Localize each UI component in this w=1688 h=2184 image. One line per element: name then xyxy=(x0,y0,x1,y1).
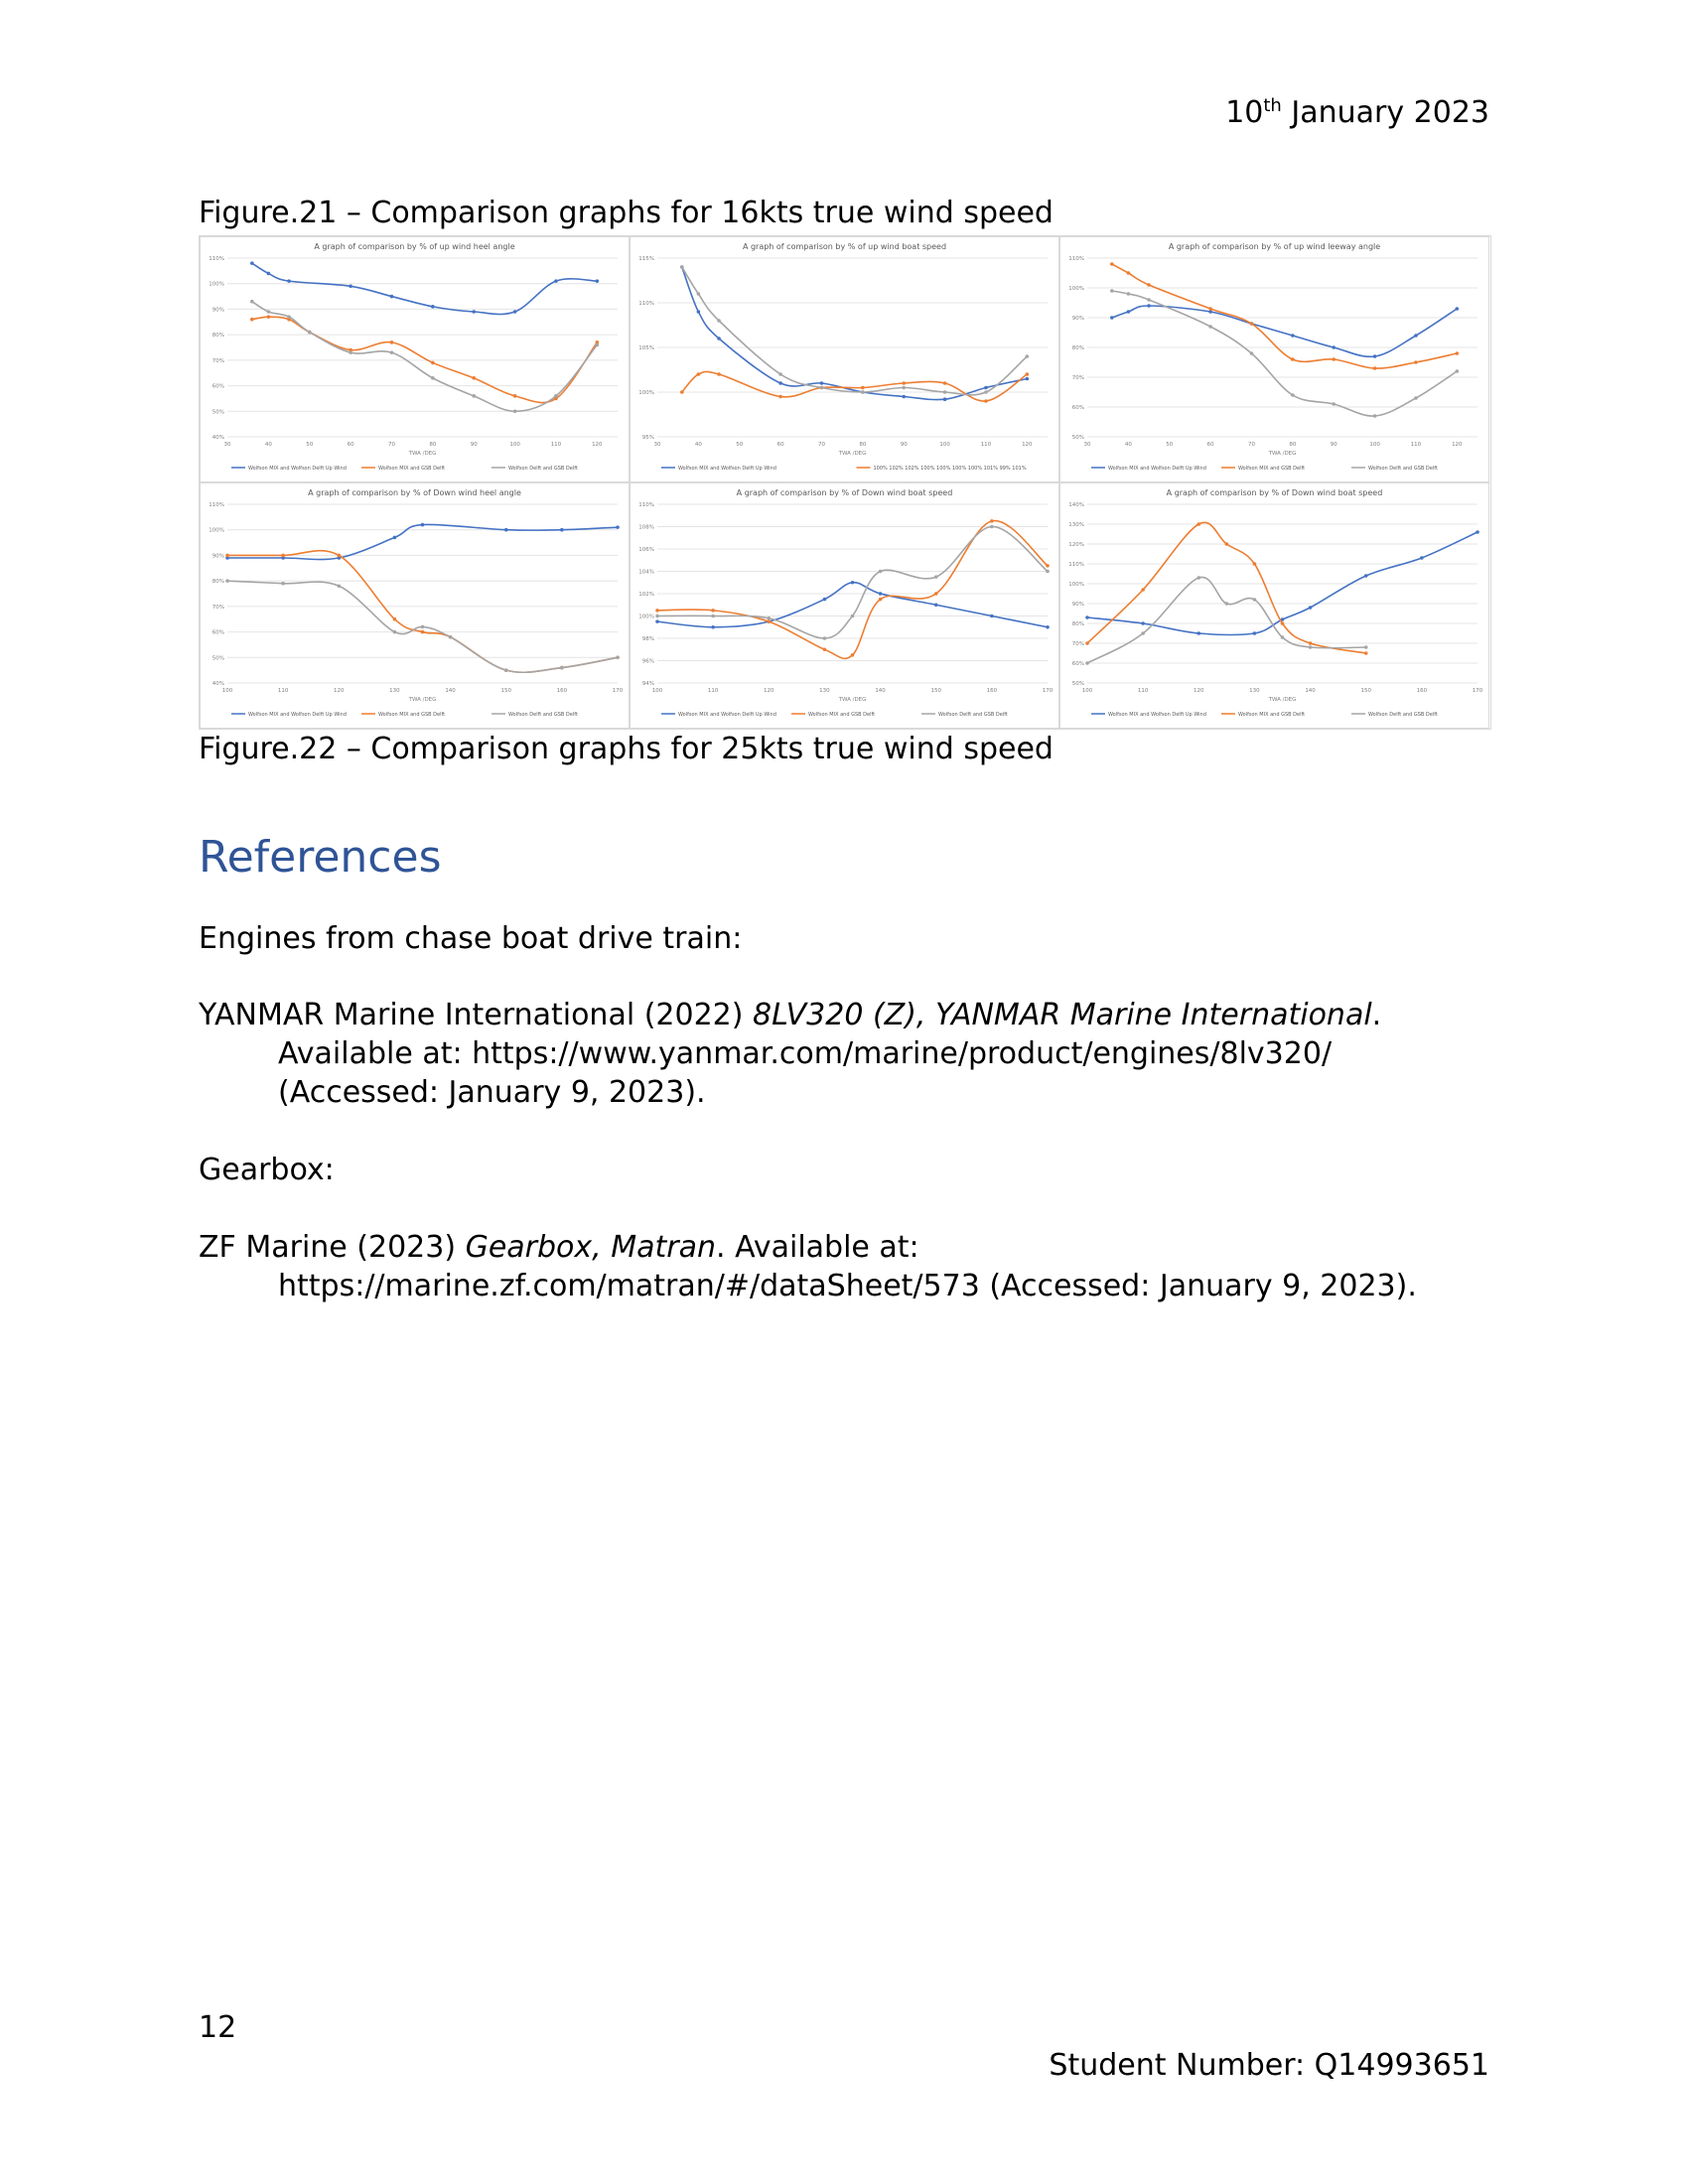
legend-entry: Wolfson MIX and GSB Delft xyxy=(1238,712,1306,718)
data-point xyxy=(879,598,883,602)
data-point xyxy=(1291,334,1295,338)
data-point xyxy=(560,528,564,532)
x-axis-label: TWA /DEG xyxy=(1268,697,1297,703)
data-point xyxy=(934,603,938,607)
data-point xyxy=(281,554,285,558)
y-tick-label: 100% xyxy=(209,527,224,534)
legend-entry: Wolfson MIX and Wolfson Delft Up Wind xyxy=(678,466,776,472)
legend-entry: Wolfson MIX and Wolfson Delft Up Wind xyxy=(248,466,347,472)
data-point xyxy=(1309,645,1313,649)
y-tick-label: 106% xyxy=(638,547,654,553)
x-axis-label: TWA /DEG xyxy=(838,697,867,703)
data-point xyxy=(554,279,558,283)
y-tick-label: 115% xyxy=(638,256,654,262)
figure-22-caption: Figure.22 – Comparison graphs for 25kts true wind speed xyxy=(199,732,1054,766)
data-point xyxy=(250,300,254,304)
data-point xyxy=(711,609,715,613)
data-point xyxy=(1456,307,1460,311)
x-tick-label: 60 xyxy=(347,442,354,448)
legend-entry: Wolfson MIX and GSB Delft xyxy=(808,712,876,718)
data-point xyxy=(308,331,312,335)
x-tick-label: 30 xyxy=(223,442,231,448)
data-point xyxy=(851,614,855,618)
y-tick-label: 60% xyxy=(1071,405,1084,411)
x-tick-label: 100 xyxy=(509,442,520,448)
data-point xyxy=(1309,606,1313,610)
y-tick-label: 94% xyxy=(641,681,654,687)
student-number: Student Number: Q14993651 xyxy=(1049,2048,1489,2083)
x-tick-label: 120 xyxy=(1452,442,1463,448)
x-tick-label: 110 xyxy=(277,688,289,694)
x-tick-label: 120 xyxy=(592,442,603,448)
data-point xyxy=(393,536,397,540)
data-point xyxy=(337,584,341,588)
data-point xyxy=(820,386,824,390)
data-point xyxy=(1364,645,1368,649)
data-point xyxy=(554,394,558,398)
data-point xyxy=(1127,271,1131,275)
data-point xyxy=(1332,345,1336,349)
y-tick-label: 70% xyxy=(1071,375,1084,381)
y-tick-label: 100% xyxy=(638,390,654,396)
y-tick-label: 90% xyxy=(1071,602,1084,608)
x-tick-label: 40 xyxy=(264,442,272,448)
engines-label: Engines from chase boat drive train: xyxy=(199,921,743,956)
data-point xyxy=(337,554,341,558)
y-tick-label: 100% xyxy=(209,281,224,288)
data-point xyxy=(1147,283,1151,287)
data-point xyxy=(596,279,600,283)
data-point xyxy=(767,619,771,623)
data-point xyxy=(943,390,947,394)
y-tick-label: 110% xyxy=(209,502,224,508)
chart-panel-5 xyxy=(631,483,1059,729)
data-point xyxy=(349,350,352,354)
page-number: 12 xyxy=(199,2010,237,2045)
x-tick-label: 80 xyxy=(1289,442,1297,448)
data-point xyxy=(472,310,476,314)
data-point xyxy=(1046,570,1050,574)
legend-entry: Wolfson MIX and Wolfson Delft Up Wind xyxy=(1108,466,1206,472)
data-point xyxy=(504,528,508,532)
data-point xyxy=(616,525,620,529)
data-point xyxy=(431,305,435,309)
data-point xyxy=(1476,530,1479,534)
x-axis-label: TWA /DEG xyxy=(1268,451,1297,457)
x-tick-label: 100 xyxy=(651,688,663,694)
legend-entry: Wolfson Delft and GSB Delft xyxy=(508,466,578,472)
data-point xyxy=(879,570,883,574)
data-point xyxy=(267,310,271,314)
data-point xyxy=(1110,262,1114,266)
data-point xyxy=(513,409,517,413)
data-point xyxy=(655,614,659,618)
data-point xyxy=(934,575,938,579)
data-point xyxy=(1364,574,1368,578)
figure-21-caption: Figure.21 – Comparison graphs for 16kts true wind speed xyxy=(199,196,1054,230)
data-point xyxy=(990,519,994,523)
x-tick-label: 40 xyxy=(694,442,702,448)
x-tick-label: 100 xyxy=(221,688,233,694)
comparison-figure xyxy=(199,235,1491,730)
data-point xyxy=(1281,635,1285,639)
data-point xyxy=(1414,396,1418,400)
x-tick-label: 110 xyxy=(707,688,719,694)
x-tick-label: 110 xyxy=(1137,688,1149,694)
y-tick-label: 100% xyxy=(1068,582,1084,588)
x-tick-label: 80 xyxy=(859,442,867,448)
data-point xyxy=(1225,602,1229,606)
y-tick-label: 102% xyxy=(638,592,654,598)
data-point xyxy=(449,635,453,639)
gearbox-label: Gearbox: xyxy=(199,1153,335,1187)
y-tick-label: 110% xyxy=(1068,256,1084,262)
data-point xyxy=(1373,366,1377,370)
x-tick-label: 120 xyxy=(334,688,345,694)
chart-panel-6 xyxy=(1060,483,1489,729)
data-point xyxy=(1110,289,1114,293)
data-point xyxy=(1196,631,1200,635)
data-point xyxy=(778,395,782,399)
data-point xyxy=(680,265,684,269)
x-tick-label: 130 xyxy=(819,688,830,694)
data-point xyxy=(1196,522,1200,526)
x-axis-label: TWA /DEG xyxy=(838,451,867,457)
legend-entry: Wolfson Delft and GSB Delft xyxy=(508,712,578,718)
data-point xyxy=(990,614,994,618)
y-tick-label: 60% xyxy=(1071,661,1084,667)
y-tick-label: 50% xyxy=(211,409,224,416)
data-point xyxy=(393,617,397,621)
data-point xyxy=(861,390,865,394)
data-point xyxy=(1046,625,1050,629)
data-point xyxy=(287,315,291,319)
legend-entry: Wolfson MIX and Wolfson Delft Up Wind xyxy=(678,712,776,718)
x-tick-label: 70 xyxy=(817,442,825,448)
chart-panel-2 xyxy=(631,237,1059,482)
x-tick-label: 90 xyxy=(470,442,478,448)
data-point xyxy=(778,381,782,385)
y-tick-label: 60% xyxy=(211,629,224,636)
x-tick-label: 70 xyxy=(387,442,395,448)
x-tick-label: 50 xyxy=(736,442,744,448)
x-tick-label: 80 xyxy=(429,442,437,448)
legend-entry: Wolfson Delft and GSB Delft xyxy=(1368,712,1438,718)
data-point xyxy=(934,592,938,596)
data-point xyxy=(616,655,620,659)
y-tick-label: 50% xyxy=(211,655,224,662)
data-point xyxy=(250,261,254,265)
data-point xyxy=(267,272,271,276)
y-tick-label: 96% xyxy=(641,658,654,665)
y-tick-label: 90% xyxy=(1071,316,1084,322)
legend-entry: Wolfson MIX and GSB Delft xyxy=(1238,466,1306,472)
data-point xyxy=(225,554,229,558)
data-point xyxy=(560,666,564,670)
x-tick-label: 150 xyxy=(930,688,941,694)
y-tick-label: 105% xyxy=(638,345,654,351)
data-point xyxy=(1196,576,1200,580)
data-point xyxy=(984,390,988,394)
data-point xyxy=(711,625,715,629)
y-tick-label: 80% xyxy=(211,579,224,586)
x-tick-label: 160 xyxy=(1416,688,1428,694)
x-tick-label: 140 xyxy=(1305,688,1316,694)
data-point xyxy=(823,598,827,602)
y-tick-label: 104% xyxy=(638,569,654,576)
data-point xyxy=(1253,562,1257,566)
data-point xyxy=(421,630,425,634)
data-point xyxy=(1332,357,1336,361)
data-point xyxy=(1420,556,1424,560)
data-point xyxy=(717,319,721,323)
data-point xyxy=(1085,641,1089,645)
x-tick-label: 60 xyxy=(776,442,784,448)
data-point xyxy=(1026,377,1030,381)
x-axis-label: TWA /DEG xyxy=(408,697,437,703)
data-point xyxy=(1085,661,1089,665)
data-point xyxy=(390,350,394,354)
x-tick-label: 170 xyxy=(1042,688,1054,694)
data-point xyxy=(823,636,827,640)
data-point xyxy=(596,343,600,347)
data-point xyxy=(820,381,824,385)
data-point xyxy=(287,279,291,283)
data-point xyxy=(984,399,988,403)
y-tick-label: 108% xyxy=(638,524,654,531)
data-point xyxy=(1110,316,1114,320)
data-point xyxy=(861,386,865,390)
data-point xyxy=(472,394,476,398)
legend-entry: Wolfson Delft and GSB Delft xyxy=(1368,466,1438,472)
data-point xyxy=(421,523,425,527)
x-tick-label: 110 xyxy=(980,442,992,448)
y-tick-label: 120% xyxy=(1068,542,1084,548)
y-tick-label: 90% xyxy=(211,553,224,560)
y-tick-label: 98% xyxy=(641,636,654,642)
y-tick-label: 110% xyxy=(1068,562,1084,568)
x-tick-label: 100 xyxy=(1369,442,1380,448)
data-point xyxy=(1026,372,1030,376)
data-point xyxy=(390,341,394,344)
data-point xyxy=(1208,307,1212,311)
y-tick-label: 110% xyxy=(209,256,224,262)
x-tick-label: 100 xyxy=(939,442,950,448)
y-tick-label: 100% xyxy=(638,614,654,620)
data-point xyxy=(1046,564,1050,568)
data-point xyxy=(1250,351,1254,355)
data-point xyxy=(1332,402,1336,406)
data-point xyxy=(697,372,701,376)
legend-entry: Wolfson MIX and GSB Delft xyxy=(378,466,446,472)
chart-title: A graph of comparison by % of Down wind heel angle xyxy=(308,488,521,497)
data-point xyxy=(1147,298,1151,302)
data-point xyxy=(1085,615,1089,619)
y-tick-label: 80% xyxy=(1071,621,1084,627)
x-tick-label: 30 xyxy=(1083,442,1091,448)
x-tick-label: 130 xyxy=(389,688,400,694)
data-point xyxy=(984,386,988,390)
data-point xyxy=(990,525,994,529)
x-tick-label: 120 xyxy=(764,688,774,694)
data-point xyxy=(281,582,285,586)
chart-panel-4 xyxy=(201,483,630,729)
data-point xyxy=(1208,325,1212,329)
chart-title: A graph of comparison by % of up wind leeway angle xyxy=(1168,242,1381,251)
x-tick-label: 160 xyxy=(556,688,568,694)
x-tick-label: 90 xyxy=(900,442,908,448)
data-point xyxy=(823,647,827,651)
x-axis-label: TWA /DEG xyxy=(408,451,437,457)
data-point xyxy=(1225,542,1229,546)
y-tick-label: 130% xyxy=(1068,522,1084,528)
data-point xyxy=(680,390,684,394)
data-point xyxy=(943,397,947,401)
y-tick-label: 40% xyxy=(211,681,224,687)
data-point xyxy=(1291,357,1295,361)
x-tick-label: 170 xyxy=(1472,688,1483,694)
x-tick-label: 30 xyxy=(653,442,661,448)
data-point xyxy=(655,619,659,623)
x-tick-label: 120 xyxy=(1022,442,1033,448)
y-tick-label: 100% xyxy=(1068,286,1084,292)
y-tick-label: 70% xyxy=(211,604,224,611)
data-point xyxy=(472,376,476,380)
data-point xyxy=(1147,304,1151,308)
data-point xyxy=(1456,369,1460,373)
chart-panel-3 xyxy=(1060,237,1489,482)
x-tick-label: 170 xyxy=(612,688,624,694)
y-tick-label: 80% xyxy=(211,333,224,340)
data-point xyxy=(504,668,508,672)
data-point xyxy=(1127,310,1131,314)
data-point xyxy=(902,381,906,385)
data-point xyxy=(851,653,855,657)
y-tick-label: 70% xyxy=(211,357,224,364)
y-tick-label: 50% xyxy=(1071,435,1084,441)
data-point xyxy=(1364,651,1368,655)
data-point xyxy=(1373,414,1377,418)
data-point xyxy=(767,616,771,620)
data-point xyxy=(513,310,517,314)
x-tick-label: 50 xyxy=(306,442,314,448)
data-point xyxy=(697,310,701,314)
data-point xyxy=(1373,354,1377,358)
data-point xyxy=(1414,334,1418,338)
x-tick-label: 70 xyxy=(1247,442,1255,448)
x-tick-label: 150 xyxy=(500,688,511,694)
data-point xyxy=(250,318,254,322)
y-tick-label: 95% xyxy=(641,435,654,441)
data-point xyxy=(1291,393,1295,397)
data-point xyxy=(267,315,271,319)
data-point xyxy=(421,625,425,629)
data-point xyxy=(1309,641,1313,645)
data-point xyxy=(1414,360,1418,364)
legend-entry: Wolfson MIX and GSB Delft xyxy=(378,712,446,718)
y-tick-label: 110% xyxy=(638,301,654,307)
x-tick-label: 90 xyxy=(1330,442,1337,448)
y-tick-label: 70% xyxy=(1071,641,1084,647)
data-point xyxy=(1127,292,1131,296)
reference-yanmar: YANMAR Marine International (2022) 8LV320 (Z), YANMAR Marine International. Available at: https://www.yanmar.com/marine/product/engines/8lv320/ (Accessed: January 9, 2023). xyxy=(199,998,1382,1110)
data-point xyxy=(879,592,883,596)
data-point xyxy=(697,292,701,296)
chart-title: A graph of comparison by % of Down wind boat speed xyxy=(1166,488,1383,497)
x-tick-label: 120 xyxy=(1194,688,1204,694)
data-point xyxy=(1141,588,1145,592)
data-point xyxy=(1026,354,1030,358)
x-tick-label: 110 xyxy=(1410,442,1422,448)
chart-title: A graph of comparison by % of Down wind boat speed xyxy=(736,488,953,497)
x-tick-label: 60 xyxy=(1206,442,1214,448)
x-tick-label: 140 xyxy=(875,688,886,694)
data-point xyxy=(717,372,721,376)
data-point xyxy=(1253,631,1257,635)
data-point xyxy=(225,579,229,583)
y-tick-label: 50% xyxy=(1071,681,1084,687)
x-tick-label: 40 xyxy=(1124,442,1132,448)
data-point xyxy=(1141,631,1145,635)
data-point xyxy=(393,630,397,634)
x-tick-label: 160 xyxy=(986,688,998,694)
x-tick-label: 50 xyxy=(1166,442,1174,448)
x-tick-label: 130 xyxy=(1249,688,1260,694)
data-point xyxy=(943,381,947,385)
legend-entry: 100% 102% 102% 100% 100% 100% 100% 101% 99% 101% xyxy=(873,466,1027,472)
y-tick-label: 110% xyxy=(638,502,654,508)
data-point xyxy=(513,394,517,398)
x-tick-label: 100 xyxy=(1081,688,1093,694)
x-tick-label: 140 xyxy=(445,688,456,694)
data-point xyxy=(1281,621,1285,625)
header-date: 10th January 2023 xyxy=(1225,95,1489,130)
references-heading: References xyxy=(199,832,442,883)
x-tick-label: 110 xyxy=(550,442,562,448)
data-point xyxy=(1456,351,1460,355)
data-point xyxy=(902,386,906,390)
data-point xyxy=(431,361,435,365)
y-tick-label: 80% xyxy=(1071,345,1084,351)
data-point xyxy=(1253,598,1257,602)
data-point xyxy=(655,609,659,613)
y-tick-label: 60% xyxy=(211,383,224,390)
y-tick-label: 140% xyxy=(1068,502,1084,508)
legend-entry: Wolfson Delft and GSB Delft xyxy=(938,712,1008,718)
legend-entry: Wolfson MIX and Wolfson Delft Up Wind xyxy=(248,712,347,718)
data-point xyxy=(431,376,435,380)
comparison-charts-grid xyxy=(200,236,1490,729)
data-point xyxy=(390,295,394,299)
data-point xyxy=(717,337,721,341)
chart-panel-1 xyxy=(201,237,630,482)
data-point xyxy=(349,284,352,288)
data-point xyxy=(711,614,715,618)
reference-zf: ZF Marine (2023) Gearbox, Matran. Available at: https://marine.zf.com/matran/#/dataSheet/573 (Accessed: January 9, 2023). xyxy=(199,1230,1417,1303)
y-tick-label: 90% xyxy=(211,307,224,314)
y-tick-label: 40% xyxy=(211,435,224,441)
legend-entry: Wolfson MIX and Wolfson Delft Up Wind xyxy=(1108,712,1206,718)
chart-title: A graph of comparison by % of up wind heel angle xyxy=(314,242,515,251)
data-point xyxy=(1250,322,1254,326)
data-point xyxy=(1141,621,1145,625)
data-point xyxy=(778,372,782,376)
data-point xyxy=(851,581,855,585)
data-point xyxy=(902,395,906,399)
chart-title: A graph of comparison by % of up wind boat speed xyxy=(742,242,947,251)
x-tick-label: 150 xyxy=(1360,688,1371,694)
